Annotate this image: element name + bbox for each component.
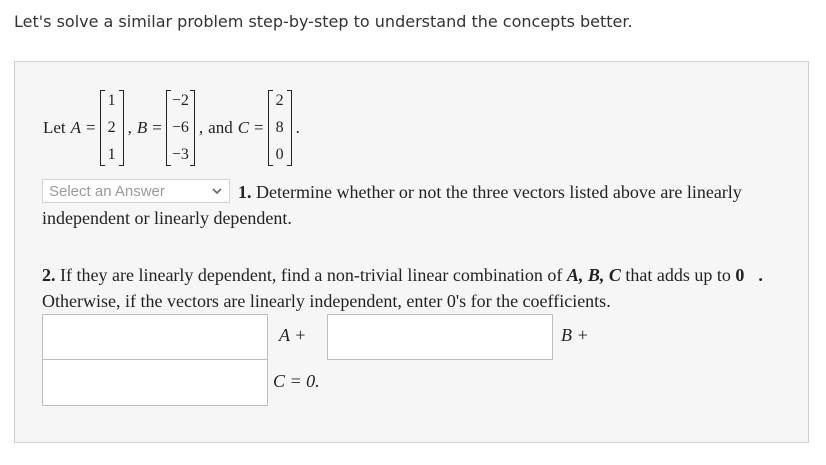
- vector-c-entry: 2: [275, 92, 284, 109]
- vector-b: [166, 90, 195, 166]
- question-2-text-post: that adds up to: [625, 265, 731, 285]
- vector-c-entry: 8: [275, 119, 284, 136]
- vector-a-entry: 2: [107, 119, 116, 136]
- coefficient-a-input[interactable]: [42, 314, 268, 360]
- vector-a-entry: 1: [107, 92, 116, 109]
- var-c: C: [237, 118, 250, 137]
- coefficient-c-input[interactable]: [42, 359, 268, 406]
- vector-b-entry: −3: [171, 146, 189, 163]
- question-2: [42, 262, 797, 314]
- and-label: and: [208, 118, 233, 137]
- answer-select[interactable]: [42, 179, 230, 203]
- question-2-number: 2.: [42, 265, 56, 285]
- comma: ,: [127, 118, 132, 137]
- let-label: Let: [43, 118, 66, 137]
- equals: =: [86, 118, 96, 137]
- c-equals-zero-label: C = 0.: [273, 371, 320, 391]
- period: .: [295, 118, 300, 137]
- vector-c-entry: 0: [275, 146, 284, 163]
- coefficient-b-input[interactable]: [327, 314, 553, 360]
- vector-definitions: [43, 87, 300, 169]
- intro-text: Let's solve a similar problem step-by-step to understand the concepts better.: [14, 12, 633, 31]
- vector-b-entry: −6: [171, 119, 189, 136]
- zero-vector: 0⃗.: [735, 265, 763, 285]
- comma: ,: [198, 118, 204, 137]
- problem-card: [14, 61, 809, 443]
- equals: =: [152, 118, 162, 137]
- b-plus-label: B +: [561, 325, 589, 345]
- equals: =: [254, 118, 264, 137]
- answer-select-placeholder: Select an Answer: [49, 182, 165, 200]
- var-a: A: [70, 118, 82, 137]
- vector-a: [100, 90, 124, 166]
- chevron-down-icon: [211, 185, 223, 197]
- vector-c: [268, 90, 292, 166]
- vector-a-entry: 1: [107, 146, 116, 163]
- var-b: B: [136, 118, 148, 137]
- vector-b-entry: −2: [171, 92, 189, 109]
- question-2-vars: A, B, C: [566, 265, 621, 285]
- question-1-number: 1.: [238, 182, 252, 202]
- question-1-text: Determine whether or not the three vectors listed above are linearly independent or linearly dependent.: [42, 182, 742, 228]
- a-plus-label: A +: [279, 325, 307, 345]
- question-2-text: If they are linearly dependent, find a non-trivial linear combination of: [60, 265, 563, 285]
- question-2-line2: Otherwise, if the vectors are linearly independent, enter 0's for the coefficients.: [42, 291, 611, 311]
